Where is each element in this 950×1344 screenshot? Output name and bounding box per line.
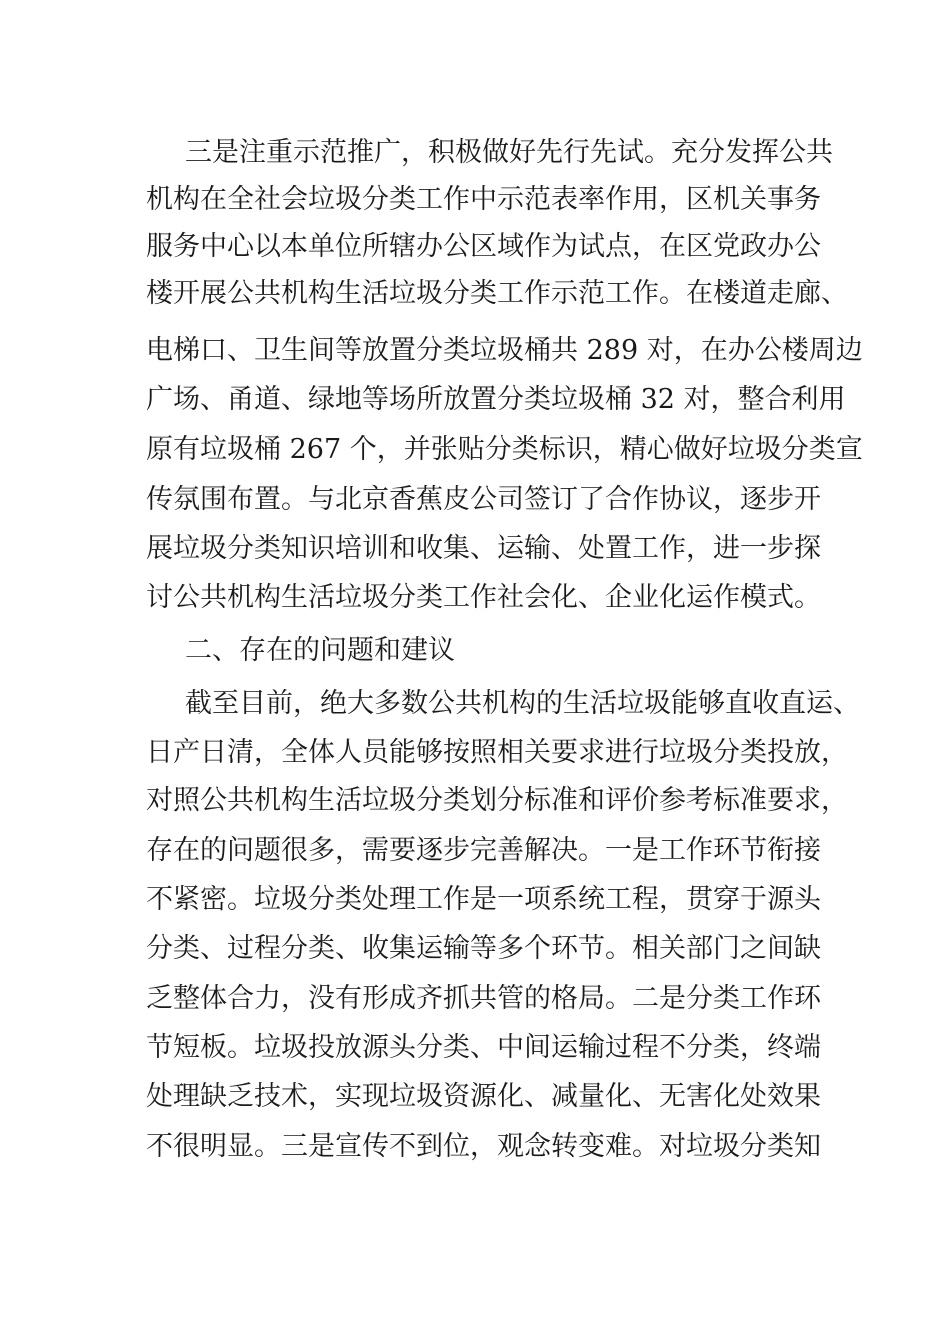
section-heading: 二、存在的问题和建议 <box>185 635 455 666</box>
paragraph-2-line-5: 不紧密。垃圾分类处理工作是一项系统工程，贯穿于源头 <box>146 884 821 915</box>
paragraph-1-line-9: 展垃圾分类知识培训和收集、运输、处置工作，进一步探 <box>146 533 821 564</box>
paragraph-2-line-8: 节短板。垃圾投放源头分类、中间运输过程不分类，终端 <box>146 1032 821 1063</box>
paragraph-1-line-10: 讨公共机构生活垃圾分类工作社会化、企业化运作模式。 <box>146 582 821 613</box>
paragraph-1-line-7: 原有垃圾桶 267 个，并张贴分类标识，精心做好垃圾分类宣 <box>146 434 863 465</box>
paragraph-2-line-1: 截至目前，绝大多数公共机构的生活垃圾能够直收直运、 <box>185 688 860 719</box>
paragraph-1-line-1: 三是注重示范推广，积极做好先行先试。充分发挥公共 <box>185 137 833 168</box>
paragraph-2-line-10: 不很明显。三是宣传不到位，观念转变难。对垃圾分类知 <box>146 1131 821 1162</box>
paragraph-2-line-3: 对照公共机构生活垃圾分类划分标准和评价参考标准要求， <box>146 785 848 816</box>
paragraph-1-line-8: 传氛围布置。与北京香蕉皮公司签订了合作协议，逐步开 <box>146 484 821 515</box>
paragraph-2-line-7: 乏整体合力，没有形成齐抓共管的格局。二是分类工作环 <box>146 983 821 1014</box>
paragraph-2-line-4: 存在的问题很多，需要逐步完善解决。一是工作环节衔接 <box>146 835 821 866</box>
paragraph-1-line-4: 楼开展公共机构生活垃圾分类工作示范工作。在楼道走廊、 <box>146 278 848 309</box>
paragraph-2-line-9: 处理缺乏技术，实现垃圾资源化、减量化、无害化处效果 <box>146 1081 821 1112</box>
paragraph-1-line-2: 机构在全社会垃圾分类工作中示范表率作用，区机关事务 <box>146 184 821 215</box>
paragraph-2-line-2: 日产日清，全体人员能够按照相关要求进行垃圾分类投放， <box>146 737 848 768</box>
paragraph-1-line-5: 电梯口、卫生间等放置分类垃圾桶共 289 对，在办公楼周边 <box>146 335 863 366</box>
paragraph-1-line-6: 广场、甬道、绿地等场所放置分类垃圾桶 32 对，整合利用 <box>146 384 846 415</box>
paragraph-1-line-3: 服务中心以本单位所辖办公区域作为试点，在区党政办公 <box>146 231 821 262</box>
paragraph-2-line-6: 分类、过程分类、收集运输等多个环节。相关部门之间缺 <box>146 933 821 964</box>
